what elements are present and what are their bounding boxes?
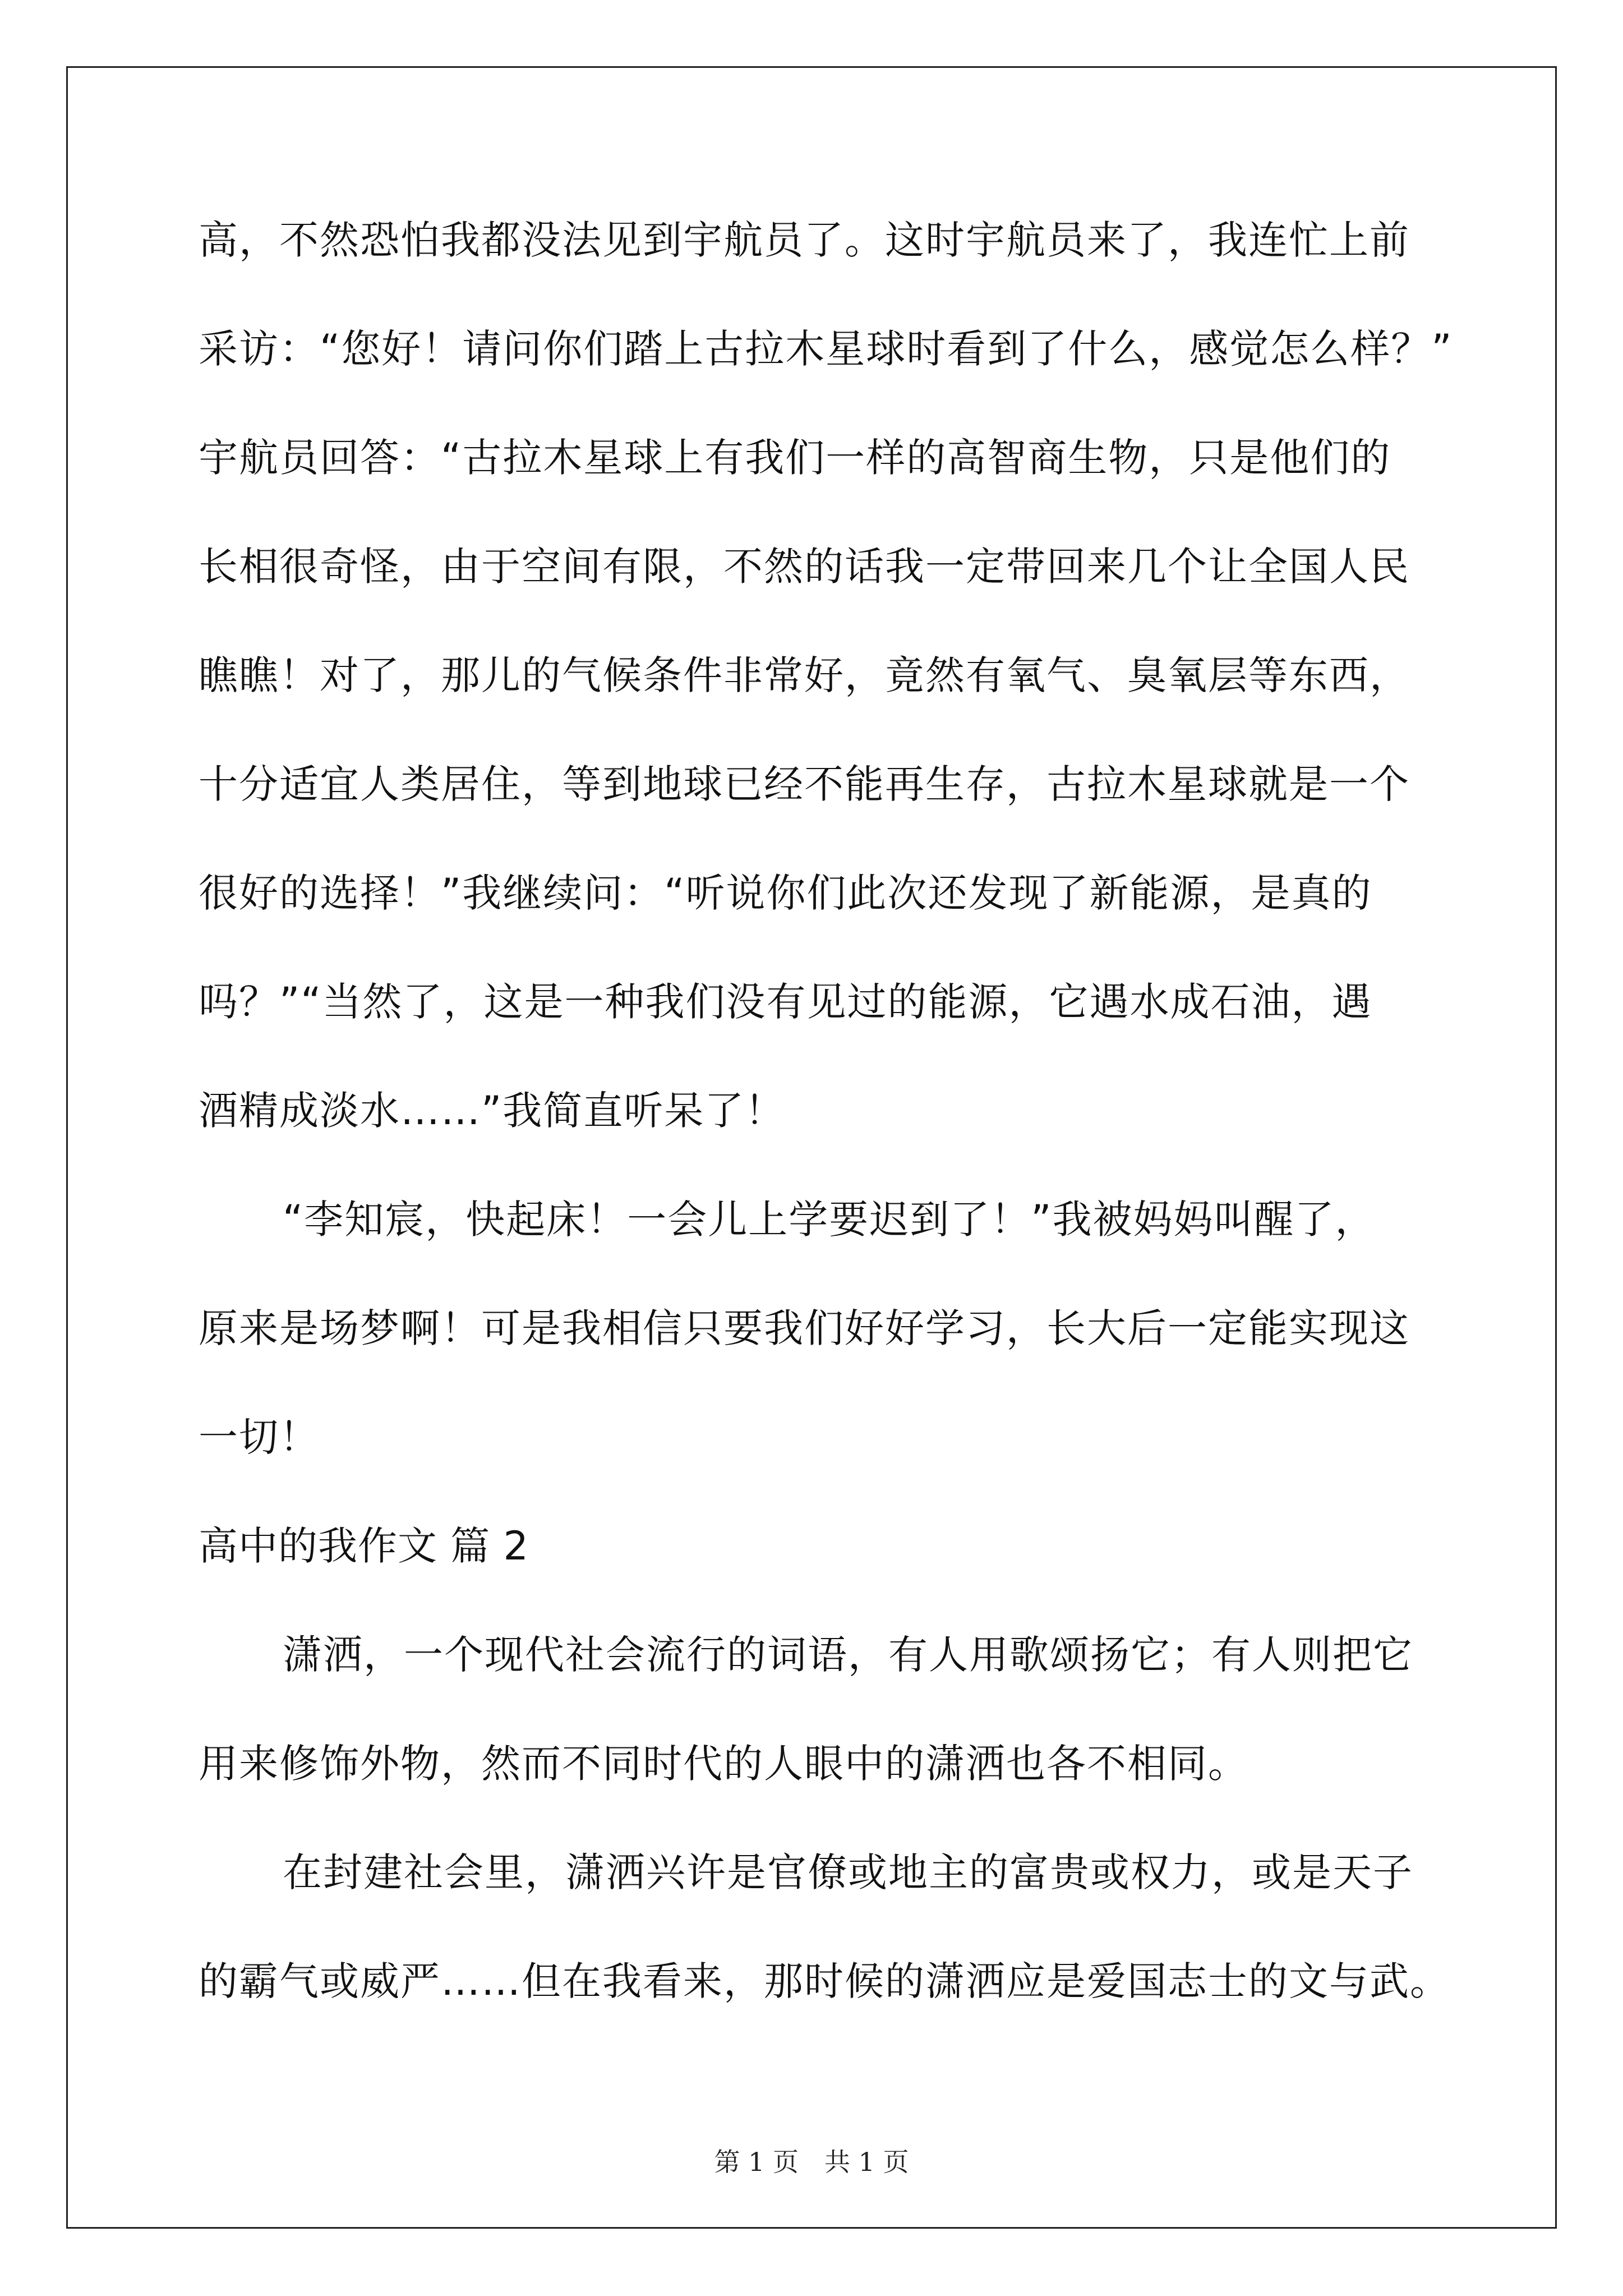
text-line: 用来修饰外物，然而不同时代的人眼中的潇洒也各不相同。 bbox=[199, 1741, 1248, 1787]
page-footer: 第 1 页 共 1 页 bbox=[714, 2147, 909, 2177]
text-line: 采访：“您好！请问你们踏上古拉木星球时看到了什么，感觉怎么样？” bbox=[199, 326, 1453, 372]
paragraph-start-line: 潇洒，一个现代社会流行的词语，有人用歌颂扬它；有人则把它 bbox=[283, 1632, 1413, 1678]
text-line: 很好的选择！”我继续问：“听说你们此次还发现了新能源，是真的 bbox=[199, 870, 1372, 916]
paragraph-start-line: 在封建社会里，潇洒兴许是官僚或地主的富贵或权力，或是天子 bbox=[283, 1849, 1413, 1895]
text-line: 高，不然恐怕我都没法见到宇航员了。这时宇航员来了，我连忙上前 bbox=[199, 217, 1410, 263]
text-line: 酒精成淡水……”我简直听呆了！ bbox=[199, 1088, 786, 1134]
document-body bbox=[199, 213, 1455, 2063]
text-line: 宇航员回答：“古拉木星球上有我们一样的高智商生物，只是他们的 bbox=[199, 435, 1391, 481]
text-line: 长相很奇怪，由于空间有限，不然的话我一定带回来几个让全国人民 bbox=[199, 544, 1410, 590]
text-line: 一切！ bbox=[199, 1414, 320, 1460]
text-line: 的霸气或威严……但在我看来，那时候的潇洒应是爱国志士的文与武。 bbox=[199, 1958, 1450, 2004]
section-heading: 高中的我作文 篇 2 bbox=[199, 1523, 529, 1569]
text-line: 十分适宜人类居住，等到地球已经不能再生存，古拉木星球就是一个 bbox=[199, 761, 1410, 807]
text-line: 原来是场梦啊！可是我相信只要我们好好学习，长大后一定能实现这 bbox=[199, 1305, 1410, 1351]
text-line: 瞧瞧！对了，那儿的气候条件非常好，竟然有氧气、臭氧层等东西， bbox=[199, 652, 1410, 698]
paragraph-start-line: “李知宸，快起床！一会儿上学要迟到了！”我被妈妈叫醒了， bbox=[283, 1197, 1376, 1243]
text-line: 吗？”“当然了，这是一种我们没有见过的能源，它遇水成石油，遇 bbox=[199, 979, 1372, 1025]
